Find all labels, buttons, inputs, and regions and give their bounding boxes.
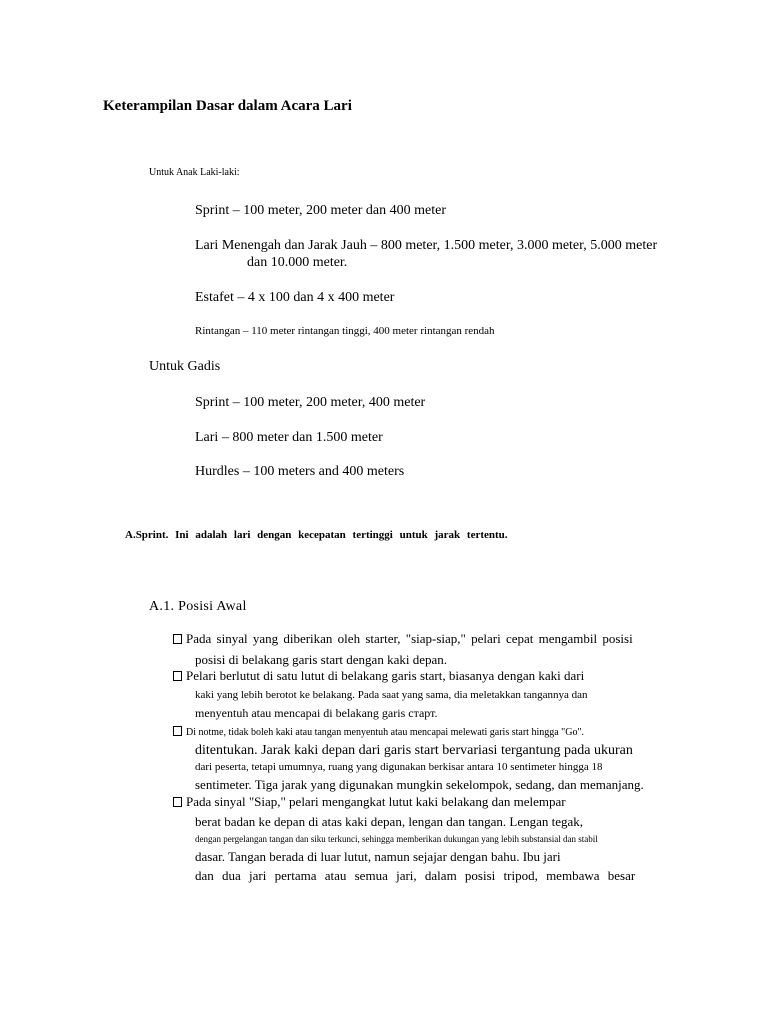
bullet-line-7: ditentukan. Jarak kaki depan dari garis start bervariasi tergantung pada ukuran: [195, 743, 633, 758]
bullet-line-3: Pelari berlutut di satu lutut di belakang garis start, biasanya dengan kaki dari: [173, 669, 584, 684]
bullet-line-6: Di notme, tidak boleh kaki atau tangan menyentuh atau mencapai melewati garis start hingga "Go".: [173, 726, 584, 739]
bullet-line-1: Pada sinyal yang diberikan oleh starter, "siap-siap," pelari cepat mengambil posisi: [173, 632, 633, 647]
bullet-line-9: sentimeter. Tiga jarak yang digunakan mungkin sekelompok, sedang, dan memanjang.: [195, 777, 644, 792]
girls-item-run: Lari – 800 meter dan 1.500 meter: [195, 430, 383, 445]
bullet-line-14: dan dua jari pertama atau semua jari, dalam posisi tripod, membawa besar: [195, 868, 636, 883]
boys-item-sprint: Sprint – 100 meter, 200 meter dan 400 meter: [195, 203, 446, 218]
checkbox-bullet-icon: [173, 671, 182, 681]
checkbox-bullet-icon: [173, 634, 182, 644]
bullet-line-11: berat badan ke depan di atas kaki depan, lengan dan tangan. Lengan tegak,: [195, 814, 584, 829]
girls-heading: Untuk Gadis: [149, 359, 221, 374]
boys-heading: Untuk Anak Laki-laki:: [149, 167, 240, 178]
bullet-line-13: dasar. Tangan berada di luar lutut, namun sejajar dengan bahu. Ibu jari: [195, 849, 561, 864]
girls-item-sprint: Sprint – 100 meter, 200 meter, 400 meter: [195, 395, 426, 410]
bullet-line-8: dari peserta, tetapi umumnya, ruang yang digunakan berkisar antara 10 sentimeter hingga 18: [195, 761, 603, 773]
girls-item-hurdles: Hurdles – 100 meters and 400 meters: [195, 464, 405, 479]
boys-item-relay: Estafet – 4 x 100 dan 4 x 400 meter: [195, 290, 395, 305]
page-title: Keterampilan Dasar dalam Acara Lari: [103, 98, 352, 114]
section-a1-heading: A.1. Posisi Awal: [149, 599, 247, 614]
bullet-line-10: Pada sinyal "Siap," pelari mengangkat lutut kaki belakang dan melempar: [173, 795, 566, 810]
checkbox-bullet-icon: [173, 726, 182, 736]
section-a-heading: A.Sprint. Ini adalah lari dengan kecepatan tertinggi untuk jarak tertentu.: [125, 529, 508, 541]
bullet-line-4: kaki yang lebih berotot ke belakang. Pada saat yang sama, dia meletakkan tangannya dan: [195, 689, 588, 701]
bullet-line-2: posisi di belakang garis start dengan kaki depan.: [195, 652, 447, 667]
boys-item-hurdles: Rintangan – 110 meter rintangan tinggi, 400 meter rintangan rendah: [195, 325, 495, 337]
boys-item-middle-long-cont: dan 10.000 meter.: [247, 255, 348, 270]
bullet-line-12: dengan pergelangan tangan dan siku terkunci, sehingga memberikan dukungan yang lebih substansial dan stabil: [195, 834, 598, 844]
bullet-line-5: menyentuh atau mencapai di belakang garis старт.: [195, 706, 438, 720]
boys-item-middle-long: Lari Menengah dan Jarak Jauh – 800 meter, 1.500 meter, 3.000 meter, 5.000 meter: [195, 238, 658, 253]
checkbox-bullet-icon: [173, 797, 182, 807]
